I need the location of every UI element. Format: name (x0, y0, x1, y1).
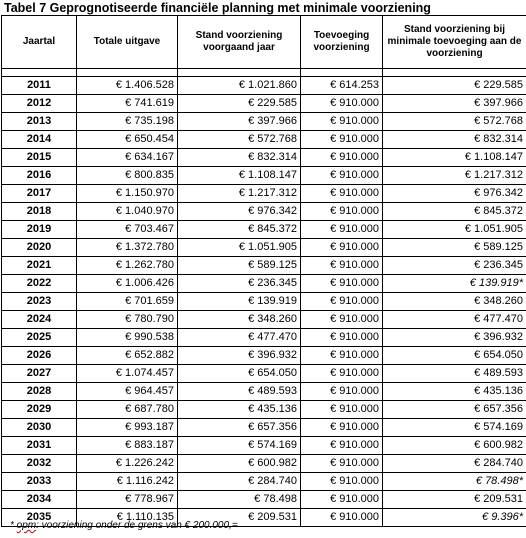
cell-previous-balance: € 435.136 (178, 401, 301, 419)
cell-previous-balance: € 284.740 (178, 473, 301, 491)
table-row (2, 167, 526, 185)
cell-previous-balance: € 1.217.312 (178, 185, 301, 203)
cell-previous-balance: € 78.498 (178, 491, 301, 509)
cell-balance: € 1.217.312 (383, 167, 526, 185)
table-row (2, 347, 526, 365)
cell-balance: € 78.498* (383, 473, 526, 491)
cell-year: 2029 (2, 401, 77, 419)
header-balance-minimal-addition: Stand voorziening bij minimale toevoeging aan de voorziening (383, 16, 526, 69)
table-row (2, 293, 526, 311)
cell-previous-balance: € 976.342 (178, 203, 301, 221)
cell-total-expenditure: € 735.198 (77, 113, 178, 131)
table-row (2, 437, 526, 455)
cell-year: 2024 (2, 311, 77, 329)
table-row (2, 383, 526, 401)
cell-total-expenditure: € 1.110.135 (77, 509, 178, 527)
table-row (2, 473, 526, 491)
cell-total-expenditure: € 778.967 (77, 491, 178, 509)
cell-addition: € 910.000 (301, 257, 383, 275)
table-title: Tabel 7 Geprognotiseerde financiële planning met minimale voorziening (4, 1, 431, 15)
cell-balance: € 435.136 (383, 383, 526, 401)
cell-previous-balance: € 654.050 (178, 365, 301, 383)
cell-year: 2027 (2, 365, 77, 383)
cell-addition: € 910.000 (301, 167, 383, 185)
cell-addition: € 910.000 (301, 185, 383, 203)
cell-total-expenditure: € 990.538 (77, 329, 178, 347)
cell-total-expenditure: € 1.040.970 (77, 203, 178, 221)
cell-balance: € 209.531 (383, 491, 526, 509)
table-row (2, 365, 526, 383)
cell-addition: € 910.000 (301, 491, 383, 509)
footnote (10, 520, 238, 531)
cell-total-expenditure: € 1.150.970 (77, 185, 178, 203)
cell-previous-balance: € 348.260 (178, 311, 301, 329)
cell-total-expenditure: € 1.074.457 (77, 365, 178, 383)
cell-addition: € 910.000 (301, 437, 383, 455)
table-header-row (2, 16, 526, 69)
header-year: Jaartal (2, 16, 77, 69)
cell-addition: € 910.000 (301, 365, 383, 383)
footnote-marker: * (10, 520, 17, 531)
cell-addition: € 910.000 (301, 221, 383, 239)
cell-year: 2018 (2, 203, 77, 221)
cell-addition: € 614.253 (301, 77, 383, 95)
cell-year: 2020 (2, 239, 77, 257)
cell-total-expenditure: € 687.780 (77, 401, 178, 419)
cell-total-expenditure: € 1.372.780 (77, 239, 178, 257)
cell-previous-balance: € 396.932 (178, 347, 301, 365)
cell-previous-balance: € 209.531 (178, 509, 301, 527)
cell-balance: € 396.932 (383, 329, 526, 347)
cell-balance: € 589.125 (383, 239, 526, 257)
cell-balance: € 236.345 (383, 257, 526, 275)
cell-total-expenditure: € 883.187 (77, 437, 178, 455)
cell-previous-balance: € 572.768 (178, 131, 301, 149)
cell-year: 2014 (2, 131, 77, 149)
cell-balance: € 477.470 (383, 311, 526, 329)
cell-balance: € 1.108.147 (383, 149, 526, 167)
cell-previous-balance: € 139.919 (178, 293, 301, 311)
cell-balance: € 832.314 (383, 131, 526, 149)
cell-total-expenditure: € 650.454 (77, 131, 178, 149)
financial-planning-table (1, 15, 526, 527)
header-total-expenditure: Totale uitgave (77, 16, 178, 69)
table-row (2, 149, 526, 167)
cell-total-expenditure: € 652.882 (77, 347, 178, 365)
cell-addition: € 910.000 (301, 401, 383, 419)
footnote-text: : voorziening onder de grens van € 200.000,= (36, 520, 238, 531)
cell-addition: € 910.000 (301, 347, 383, 365)
table-row (2, 329, 526, 347)
cell-year: 2034 (2, 491, 77, 509)
cell-year: 2011 (2, 77, 77, 95)
cell-balance: € 348.260 (383, 293, 526, 311)
table-row (2, 455, 526, 473)
cell-year: 2030 (2, 419, 77, 437)
cell-total-expenditure: € 634.167 (77, 149, 178, 167)
footnote-abbreviation: opm (16, 520, 37, 531)
cell-year: 2022 (2, 275, 77, 293)
cell-addition: € 910.000 (301, 329, 383, 347)
cell-total-expenditure: € 1.226.242 (77, 455, 178, 473)
cell-previous-balance: € 1.051.905 (178, 239, 301, 257)
cell-addition: € 910.000 (301, 473, 383, 491)
cell-total-expenditure: € 703.467 (77, 221, 178, 239)
cell-balance: € 654.050 (383, 347, 526, 365)
cell-balance: € 845.372 (383, 203, 526, 221)
cell-addition: € 910.000 (301, 203, 383, 221)
cell-total-expenditure: € 964.457 (77, 383, 178, 401)
cell-balance: € 572.768 (383, 113, 526, 131)
cell-balance: € 1.051.905 (383, 221, 526, 239)
cell-total-expenditure: € 780.790 (77, 311, 178, 329)
table-row (2, 401, 526, 419)
cell-total-expenditure: € 1.116.242 (77, 473, 178, 491)
cell-year: 2023 (2, 293, 77, 311)
cell-addition: € 910.000 (301, 293, 383, 311)
table-row (2, 275, 526, 293)
cell-addition: € 910.000 (301, 275, 383, 293)
cell-balance: € 600.982 (383, 437, 526, 455)
cell-addition: € 910.000 (301, 131, 383, 149)
table-row (2, 113, 526, 131)
cell-total-expenditure: € 741.619 (77, 95, 178, 113)
cell-total-expenditure: € 993.187 (77, 419, 178, 437)
cell-year: 2013 (2, 113, 77, 131)
table-row (2, 419, 526, 437)
cell-addition: € 910.000 (301, 383, 383, 401)
cell-year: 2015 (2, 149, 77, 167)
cell-previous-balance: € 845.372 (178, 221, 301, 239)
cell-total-expenditure: € 1.262.780 (77, 257, 178, 275)
cell-year: 2031 (2, 437, 77, 455)
cell-previous-balance: € 1.108.147 (178, 167, 301, 185)
table-row (2, 95, 526, 113)
cell-balance: € 657.356 (383, 401, 526, 419)
cell-addition: € 910.000 (301, 509, 383, 527)
cell-balance: € 229.585 (383, 77, 526, 95)
cell-total-expenditure: € 1.006.426 (77, 275, 178, 293)
table-row (2, 131, 526, 149)
cell-balance: € 397.966 (383, 95, 526, 113)
cell-year: 2028 (2, 383, 77, 401)
cell-previous-balance: € 236.345 (178, 275, 301, 293)
table-row (2, 185, 526, 203)
cell-addition: € 910.000 (301, 311, 383, 329)
cell-balance: € 574.169 (383, 419, 526, 437)
cell-balance: € 284.740 (383, 455, 526, 473)
cell-previous-balance: € 832.314 (178, 149, 301, 167)
spacer-row (2, 69, 526, 77)
cell-year: 2025 (2, 329, 77, 347)
cell-total-expenditure: € 701.659 (77, 293, 178, 311)
cell-previous-balance: € 489.593 (178, 383, 301, 401)
cell-year: 2026 (2, 347, 77, 365)
cell-year: 2019 (2, 221, 77, 239)
cell-year: 2035 (2, 509, 77, 527)
cell-year: 2033 (2, 473, 77, 491)
cell-balance: € 9.396* (383, 509, 526, 527)
table-row (2, 239, 526, 257)
cell-addition: € 910.000 (301, 149, 383, 167)
cell-balance: € 976.342 (383, 185, 526, 203)
cell-addition: € 910.000 (301, 419, 383, 437)
cell-year: 2012 (2, 95, 77, 113)
cell-total-expenditure: € 1.406.528 (77, 77, 178, 95)
cell-addition: € 910.000 (301, 95, 383, 113)
cell-previous-balance: € 600.982 (178, 455, 301, 473)
cell-balance: € 139.919* (383, 275, 526, 293)
cell-previous-balance: € 574.169 (178, 437, 301, 455)
cell-year: 2016 (2, 167, 77, 185)
table-row (2, 203, 526, 221)
cell-total-expenditure: € 800.835 (77, 167, 178, 185)
cell-previous-balance: € 589.125 (178, 257, 301, 275)
cell-addition: € 910.000 (301, 455, 383, 473)
header-addition: Toevoeging voorziening (301, 16, 383, 69)
table-row (2, 491, 526, 509)
table-row (2, 77, 526, 95)
cell-previous-balance: € 657.356 (178, 419, 301, 437)
header-previous-balance: Stand voorziening voorgaand jaar (178, 16, 301, 69)
cell-year: 2021 (2, 257, 77, 275)
table-row (2, 311, 526, 329)
cell-previous-balance: € 397.966 (178, 113, 301, 131)
table-row (2, 221, 526, 239)
cell-balance: € 489.593 (383, 365, 526, 383)
table-row (2, 257, 526, 275)
cell-addition: € 910.000 (301, 113, 383, 131)
cell-previous-balance: € 229.585 (178, 95, 301, 113)
cell-year: 2032 (2, 455, 77, 473)
cell-year: 2017 (2, 185, 77, 203)
cell-addition: € 910.000 (301, 239, 383, 257)
cell-previous-balance: € 1.021.860 (178, 77, 301, 95)
cell-previous-balance: € 477.470 (178, 329, 301, 347)
